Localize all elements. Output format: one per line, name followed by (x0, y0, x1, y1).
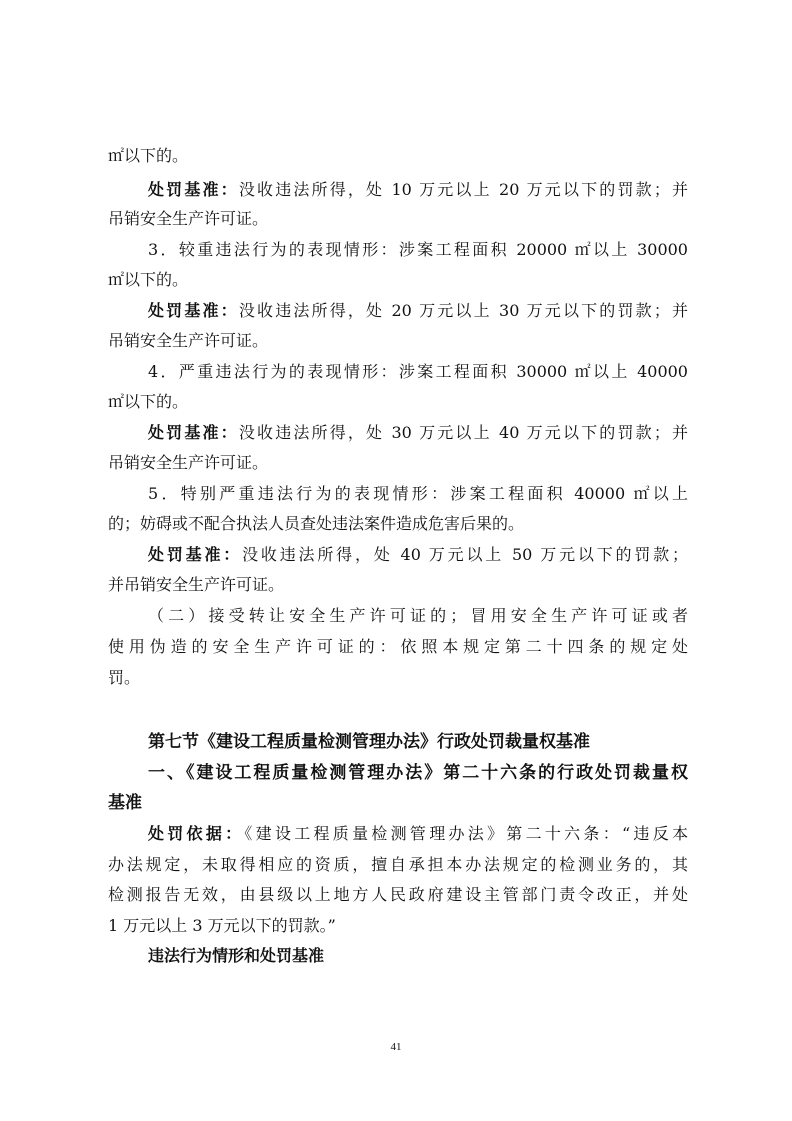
penalty-basis-label: 处罚依据： (148, 824, 245, 843)
penalty-standard-line (148, 301, 688, 321)
body-line: 罚。 (108, 668, 141, 687)
penalty-standard-label: 处罚基准： (148, 301, 239, 320)
body-text: 没收违法所得，处 10 万元以上 20 万元以下的罚款；并 (238, 180, 688, 199)
body-line: 吊销安全生产许可证。 (108, 331, 269, 350)
body-line: 吊销安全生产许可证。 (108, 209, 269, 228)
penalty-standard-label: 处罚基准： (148, 180, 239, 199)
body-line: （二）接受转让安全生产许可证的；冒用安全生产许可证或者 (148, 606, 688, 625)
body-text: 《建设工程质量检测管理办法》第二十六条：“违反本 (244, 824, 688, 843)
body-line: 的；妨碍或不配合执法人员查处违法案件造成危害后果的。 (108, 514, 525, 533)
penalty-standard-line (148, 180, 688, 200)
body-line: 5．特别严重违法行为的表现情形：涉案工程面积 40000 ㎡以上 (148, 484, 688, 503)
penalty-standard-label: 处罚基准： (148, 423, 239, 442)
body-line: 并吊销安全生产许可证。 (108, 575, 285, 594)
subsection-title-cont: 基准 (108, 793, 142, 813)
body-line: 3．较重违法行为的表现情形：涉案工程面积 20000 ㎡以上 30000 (148, 240, 688, 259)
page-number: 41 (390, 1041, 402, 1053)
penalty-standard-label: 处罚基准： (148, 545, 243, 564)
body-line: 使用伪造的安全生产许可证的：依照本规定第二十四条的规定处 (108, 637, 688, 656)
body-line: ㎡以下的。 (108, 270, 189, 289)
situation-heading: 违法行为情形和处罚基准 (148, 946, 325, 965)
subsection-title: 一、《建设工程质量检测管理办法》第二十六条的行政处罚裁量权 (148, 763, 688, 783)
body-text: 没收违法所得，处 30 万元以上 40 万元以下的罚款；并 (238, 423, 688, 442)
body-line: 检测报告无效，由县级以上地方人民政府建设主管部门责令改正，并处 (108, 885, 688, 904)
body-line: ㎡以下的。 (108, 146, 189, 165)
body-text: 没收违法所得，处 40 万元以上 50 万元以下的罚款； (242, 545, 688, 564)
body-line: 1 万元以上 3 万元以下的罚款。” (108, 916, 336, 935)
penalty-basis-line (148, 824, 688, 844)
body-line: 4．严重违法行为的表现情形：涉案工程面积 30000 ㎡以上 40000 (148, 362, 688, 381)
body-text: 没收违法所得，处 20 万元以上 30 万元以下的罚款；并 (238, 301, 688, 320)
section-title: 第七节《建设工程质量检测管理办法》行政处罚裁量权基准 (148, 732, 590, 752)
body-line: ㎡以下的。 (108, 392, 189, 411)
body-line: 吊销安全生产许可证。 (108, 453, 269, 472)
penalty-standard-line (148, 423, 688, 443)
body-line: 办法规定，未取得相应的资质，擅自承担本办法规定的检测业务的，其 (108, 855, 688, 874)
penalty-standard-line (148, 545, 688, 565)
